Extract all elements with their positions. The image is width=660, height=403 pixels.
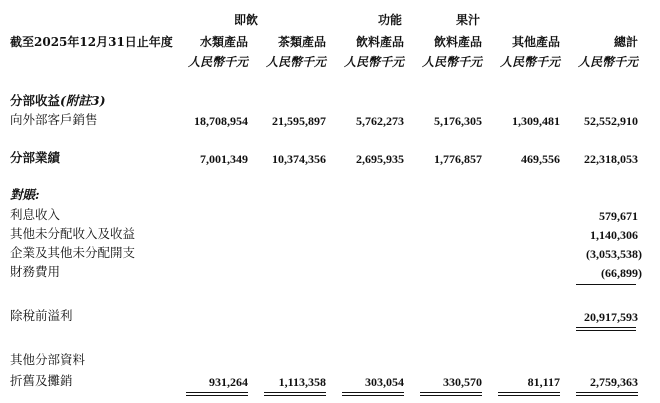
dep-rule-water-2 — [186, 395, 248, 396]
period-label: 截至2025年12月31日止年度 — [10, 35, 173, 49]
results-value-total: 22,318,053 — [584, 152, 638, 166]
col-header-functional: 飲料產品 — [355, 35, 404, 49]
depreciation-value-other: 81,117 — [527, 375, 560, 389]
other-segment-info-title: 其他分部資料 — [10, 352, 86, 367]
revenue-value-functional: 5,762,273 — [356, 114, 404, 128]
col-unit-1: 人民幣千元 — [187, 55, 248, 69]
depreciation-value-tea: 1,113,358 — [278, 375, 326, 389]
row-label-corporate-expenses: 企業及其他未分配開支 — [10, 245, 136, 260]
col-header-line1-3: 功能 — [377, 13, 402, 27]
results-value-functional: 2,695,935 — [356, 152, 404, 166]
dep-rule-functional-1 — [342, 392, 404, 393]
dep-rule-total-2 — [576, 395, 638, 396]
depreciation-value-total: 2,759,363 — [590, 375, 638, 389]
segment-results-label: 分部業績 — [10, 150, 61, 165]
col-unit-6: 人民幣千元 — [577, 55, 638, 69]
row-label-other-income: 其他未分配收入及收益 — [10, 226, 136, 241]
depreciation-value-juice: 330,570 — [443, 375, 482, 389]
dep-rule-tea-1 — [264, 392, 326, 393]
other-income-total: 1,140,306 — [590, 228, 638, 242]
col-unit-2: 人民幣千元 — [265, 55, 326, 69]
results-value-tea: 10,374,356 — [272, 152, 326, 166]
row-label-depreciation: 折舊及攤銷 — [10, 373, 73, 388]
profit-before-tax-total: 20,917,593 — [584, 310, 638, 324]
dep-rule-other-2 — [498, 395, 560, 396]
total-rule-2 — [576, 330, 636, 331]
dep-rule-water-1 — [186, 392, 248, 393]
col-header-tea: 茶類產品 — [277, 35, 326, 49]
row-label-external-sales: 向外部客戶銷售 — [10, 112, 98, 127]
segment-revenue-title: 分部收益(附註3) — [10, 93, 106, 108]
dep-rule-juice-1 — [420, 392, 482, 393]
results-value-juice: 1,776,857 — [434, 152, 482, 166]
col-header-line1-2: 即飲 — [233, 13, 258, 27]
row-label-interest-income: 利息收入 — [10, 207, 61, 222]
col-unit-4: 人民幣千元 — [421, 55, 482, 69]
reconciliation-title: 對賬: — [10, 187, 40, 202]
dep-rule-total-1 — [576, 392, 638, 393]
row-label-finance-costs: 財務費用 — [10, 264, 61, 279]
results-value-other: 469,556 — [521, 152, 560, 166]
revenue-value-tea: 21,595,897 — [272, 114, 326, 128]
dep-rule-tea-2 — [264, 395, 326, 396]
col-header-water: 水類產品 — [199, 35, 248, 49]
finance-costs-total: (66,899) — [601, 266, 642, 280]
col-header-line1-4: 果汁 — [455, 13, 480, 27]
results-value-water: 7,001,349 — [200, 152, 248, 166]
col-unit-3: 人民幣千元 — [343, 55, 404, 69]
col-header-juice: 飲料產品 — [433, 35, 482, 49]
dep-rule-functional-2 — [342, 395, 404, 396]
revenue-value-juice: 5,176,305 — [434, 114, 482, 128]
interest-income-total: 579,671 — [599, 209, 638, 223]
col-unit-5: 人民幣千元 — [499, 55, 560, 69]
revenue-value-water: 18,708,954 — [194, 114, 248, 128]
col-header-total: 總計 — [613, 35, 638, 49]
revenue-value-total: 52,552,910 — [584, 114, 638, 128]
profit-before-tax-label: 除稅前溢利 — [10, 308, 73, 323]
total-rule-1 — [576, 327, 636, 328]
col-header-other: 其他產品 — [511, 35, 560, 49]
depreciation-value-functional: 303,054 — [365, 375, 404, 389]
dep-rule-juice-2 — [420, 395, 482, 396]
corporate-expenses-total: (3,053,538) — [586, 247, 642, 261]
revenue-value-other: 1,309,481 — [512, 114, 560, 128]
subtotal-rule — [576, 284, 636, 285]
depreciation-value-water: 931,264 — [209, 375, 248, 389]
dep-rule-other-1 — [498, 392, 560, 393]
